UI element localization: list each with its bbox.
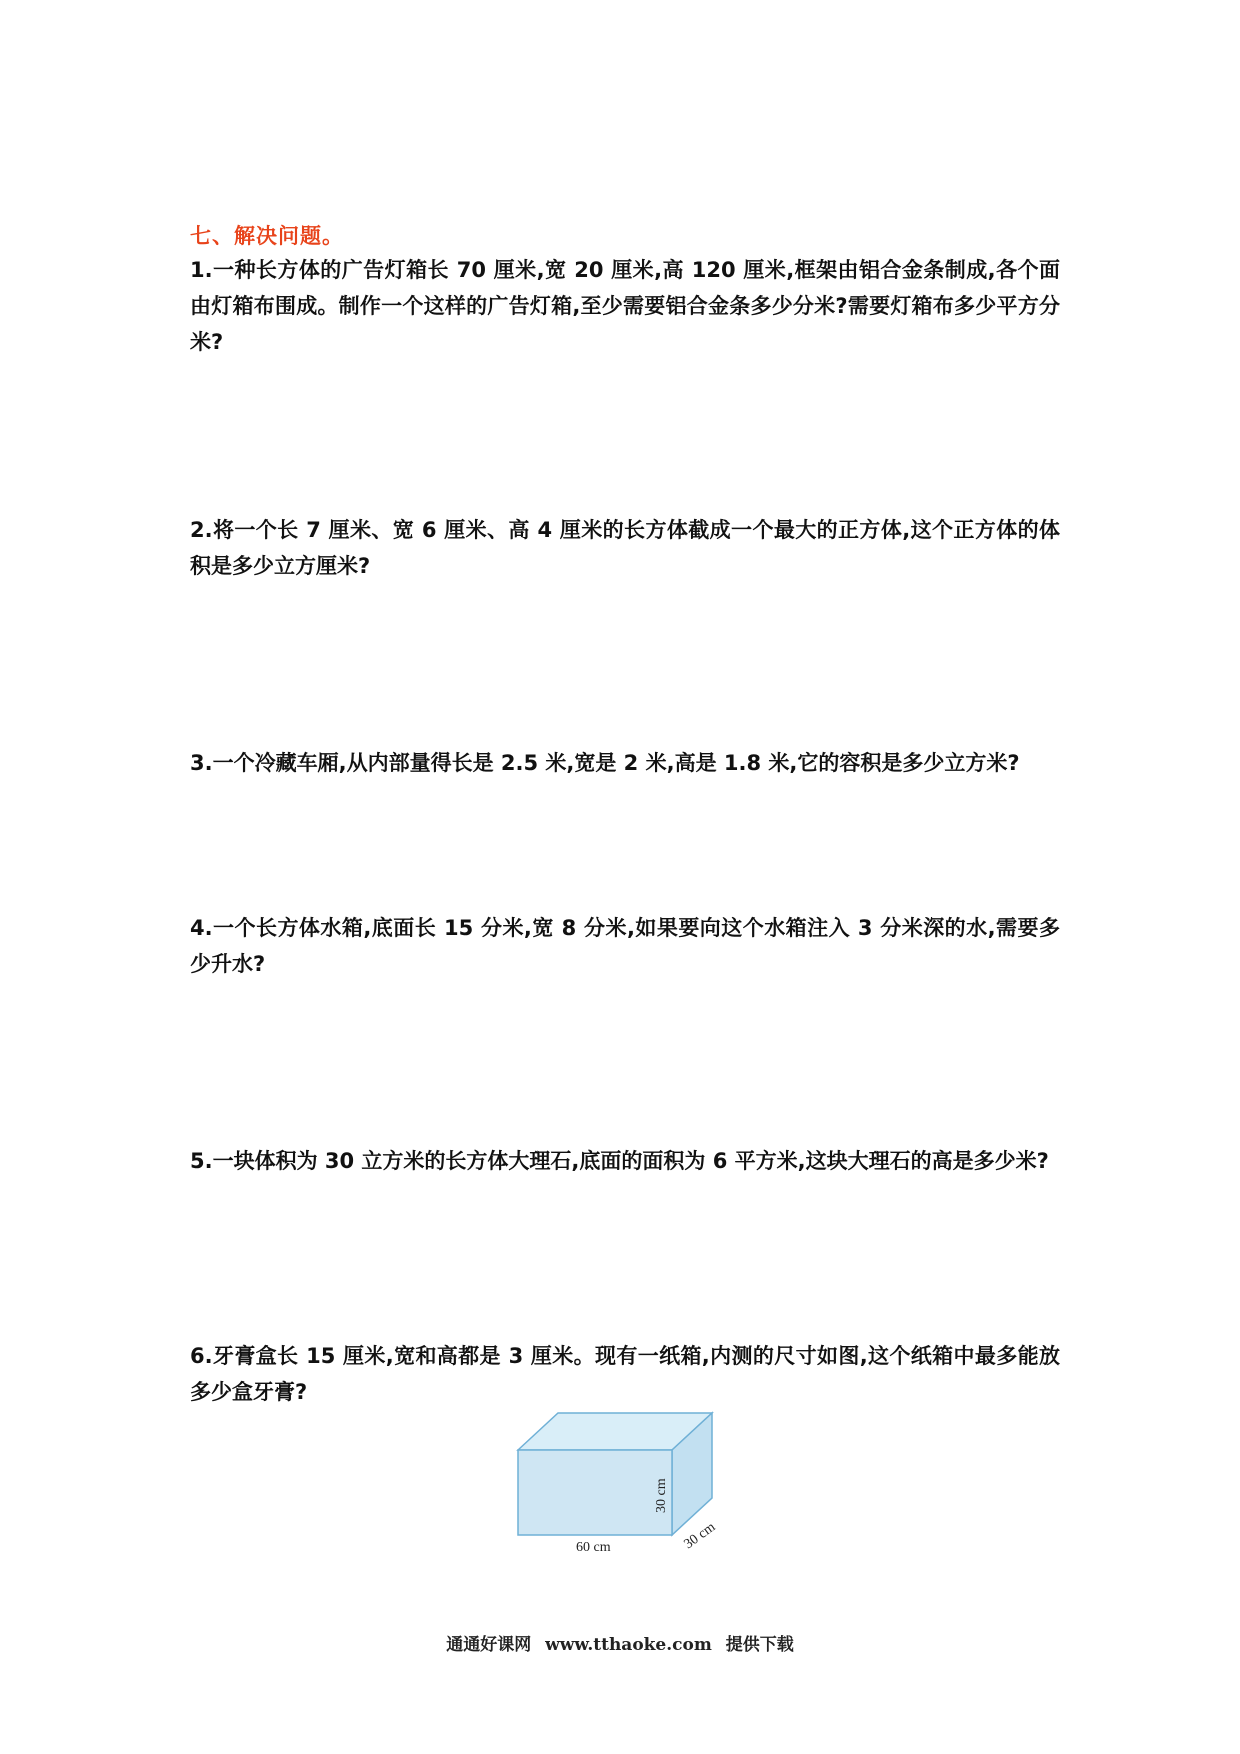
box-diagram: [500, 1405, 760, 1555]
length-label: 60 cm: [576, 1540, 611, 1555]
question-1: 1.一种长方体的广告灯箱长 70 厘米,宽 20 厘米,高 120 厘米,框架由铝合金条制成,各个面由灯箱布围成。制作一个这样的广告灯箱,至少需要铝合金条多少分米?需要灯箱布多少平方分米?: [190, 258, 1060, 354]
footer-url[interactable]: www.tthaoke.com: [545, 1635, 712, 1655]
depth-label: 30 cm: [681, 1519, 719, 1553]
question-6: 6.牙膏盒长 15 厘米,宽和高都是 3 厘米。现有一纸箱,内测的尺寸如图,这个纸箱中最多能放多少盒牙膏?: [190, 1344, 1060, 1404]
footer: [0, 1630, 1240, 1655]
box-front-face: [518, 1450, 672, 1535]
section-title: 七、解决问题。: [190, 224, 344, 248]
question-2: 2.将一个长 7 厘米、宽 6 厘米、高 4 厘米的长方体截成一个最大的正方体,这个正方体的体积是多少立方厘米?: [190, 518, 1060, 578]
question-5: 5.一块体积为 30 立方米的长方体大理石,底面的面积为 6 平方米,这块大理石的高是多少米?: [190, 1149, 1049, 1173]
footer-suffix: 提供下载: [725, 1635, 794, 1655]
question-3: 3.一个冷藏车厢,从内部量得长是 2.5 米,宽是 2 米,高是 1.8 米,它的容积是多少立方米?: [190, 751, 1020, 775]
footer-site-name: 通通好课网: [446, 1635, 532, 1655]
question-4: 4.一个长方体水箱,底面长 15 分米,宽 8 分米,如果要向这个水箱注入 3 分米深的水,需要多少升水?: [190, 916, 1060, 976]
height-label: 30 cm: [654, 1478, 669, 1513]
